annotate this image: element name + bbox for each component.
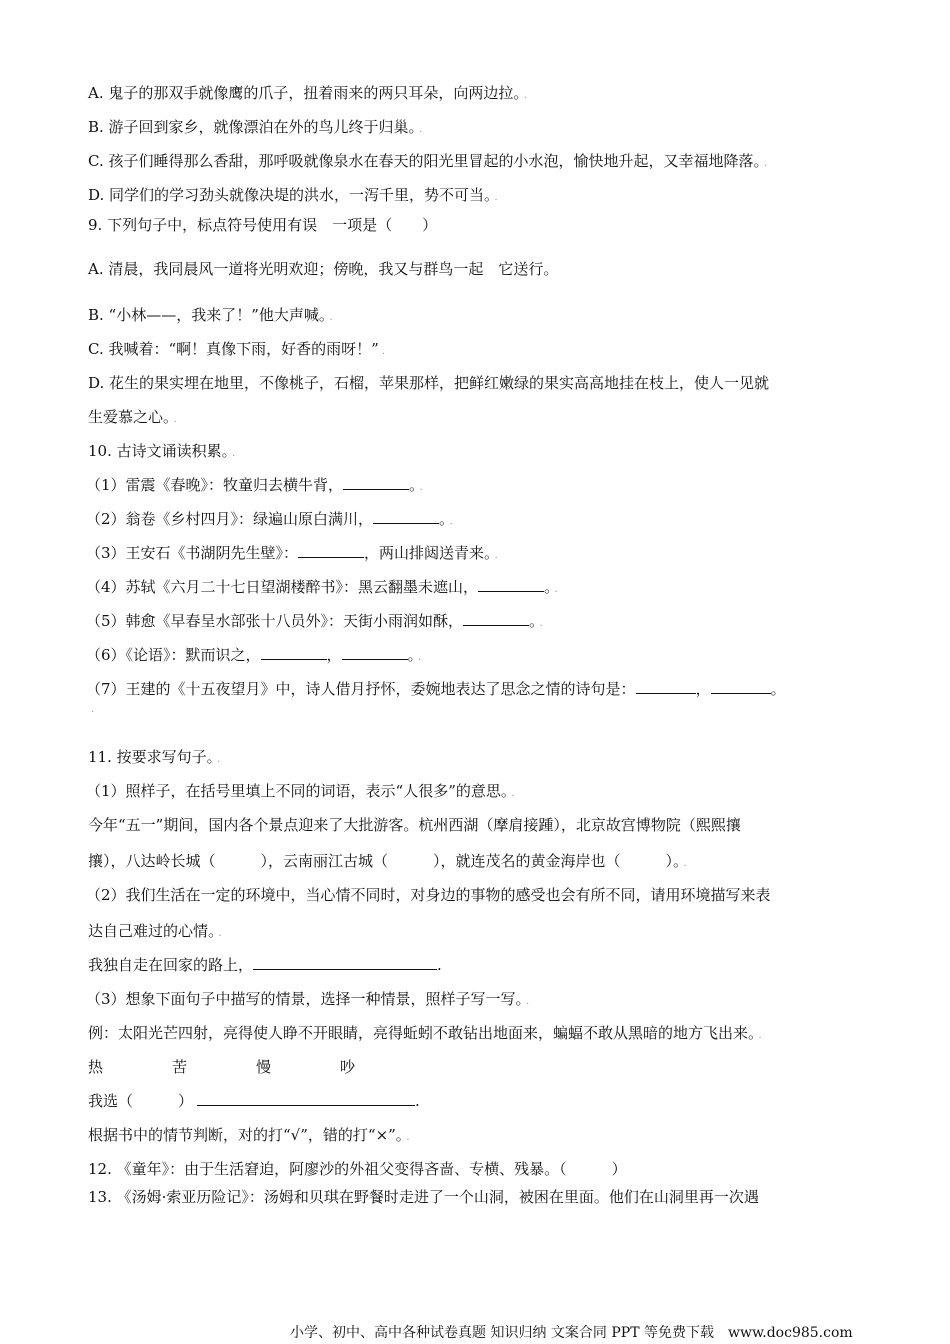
paragraph-mark: ． bbox=[406, 1132, 417, 1143]
q8-option-c: C. 孩子们睡得那么香甜，那呼吸就像泉水在春天的阳光里冒起的小水泡，愉快地升起，又幸福地降落。 ． bbox=[88, 152, 774, 170]
q9-option-a: A. 清晨，我同晨风一道将光明欢迎；傍晚，我又与群鸟一起 它送行。 bbox=[88, 260, 559, 278]
q10-item-2: （2）翁卷《乡村四月》：绿遍山原白满川， 。 ． bbox=[86, 510, 460, 528]
answer-blank[interactable] bbox=[253, 955, 437, 970]
answer-blank[interactable] bbox=[463, 611, 529, 626]
q11-part-3-example: 例：太阳光芒四射，亮得使人睁不开眼睛，亮得蚯蚓不敢钻出地面来，蝙蝠不敢从黑暗的地方飞出来。 ． bbox=[88, 1024, 769, 1042]
paragraph-mark: ． bbox=[419, 482, 430, 493]
answer-blank[interactable] bbox=[343, 475, 409, 490]
paragraph-mark: ． bbox=[511, 788, 522, 799]
answer-blank[interactable] bbox=[636, 679, 696, 694]
q11-part-3: （3）想象下面句子中描写的情景，选择一种情景，照样子写一写。 ． bbox=[86, 990, 537, 1008]
paragraph-mark: ． bbox=[217, 754, 228, 765]
q13: 13. 《汤姆·索亚历险记》：汤姆和贝琪在野餐时走进了一个山洞，被困在里面。他们在山洞里再一次遇 bbox=[88, 1188, 759, 1206]
paragraph-mark: ． bbox=[526, 996, 537, 1007]
q8-option-a: A. 鬼子的那双手就像鹰的爪子，扭着雨来的两只耳朵，向两边拉。 ． bbox=[88, 84, 534, 102]
paragraph-mark: ． bbox=[494, 550, 505, 561]
judge-instruction: 根据书中的情节判断，对的打“√”，错的打“×”。 ． bbox=[88, 1126, 417, 1144]
q11-part-3-word-slow: 慢 bbox=[256, 1058, 272, 1076]
q10-item-1: （1）雷震《春晚》：牧童归去横牛背， 。 ． bbox=[86, 476, 430, 494]
q11-part-2-line1: （2）我们生活在一定的环境中，当心情不同时，对身边的事物的感受也会有所不同，请用环境描写来表 bbox=[86, 886, 771, 904]
q10-item-4: （4）苏轼《六月二十七日望湖楼醉书》：黑云翻墨未遮山， 。 ． bbox=[86, 578, 565, 596]
q8-option-b: B. 游子回到家乡，就像漂泊在外的鸟儿终于归巢。 ． bbox=[88, 118, 430, 136]
answer-blank[interactable] bbox=[711, 679, 771, 694]
q10-stem: 10. 古诗文诵读积累。 ． bbox=[88, 442, 243, 460]
q11-part-2-answer: 我独自走在回家的路上， . bbox=[88, 956, 442, 974]
answer-blank[interactable] bbox=[298, 543, 364, 558]
q9-option-c: C. 我喊着：“啊！真像下雨，好香的雨呀！” ． bbox=[88, 340, 392, 358]
q11-stem: 11. 按要求写句子。 ． bbox=[88, 748, 228, 766]
paragraph-mark: ． bbox=[91, 704, 101, 715]
paragraph-mark: ． bbox=[763, 158, 774, 169]
paragraph-mark: ． bbox=[523, 90, 534, 101]
q8-option-d: D. 同学们的学习劲头就像决堤的洪水，一泻千里，势不可当。 ． bbox=[88, 186, 505, 204]
q10-item-3: （3）王安石《书湖阴先生壁》： ，两山排闼送青来。 ． bbox=[86, 544, 505, 562]
page-footer: 小学、初中、高中各种试卷真题 知识归纳 文案合同 PPT 等免费下载 www.doc985.com bbox=[290, 1325, 853, 1341]
q11-part-3-answer: 我选（ ） . bbox=[88, 1092, 420, 1110]
q11-part-3-word-bitter: 苦 bbox=[172, 1058, 188, 1076]
answer-blank[interactable] bbox=[197, 1091, 415, 1106]
answer-blank[interactable] bbox=[342, 645, 408, 660]
paragraph-mark: ． bbox=[173, 414, 184, 425]
paragraph-mark: ． bbox=[232, 448, 243, 459]
q11-part-3-word-noisy: 吵 bbox=[340, 1058, 356, 1076]
answer-blank[interactable] bbox=[373, 509, 439, 524]
paragraph-mark: ． bbox=[758, 1030, 769, 1041]
paragraph-mark: ． bbox=[539, 618, 550, 629]
q11-part-1-text-line1: 今年“五一”期间，国内各个景点迎来了大批游客。杭州西湖（摩肩接踵），北京故宫博物院（熙熙攘 bbox=[88, 816, 741, 834]
paragraph-mark: ． bbox=[494, 192, 505, 203]
q9-option-b: B. “小林——，我来了！”他大声喊。 ． bbox=[88, 306, 340, 324]
paragraph-mark: ． bbox=[381, 346, 392, 357]
q10-item-6: （6）《论语》：默而识之， ， 。 ． bbox=[86, 646, 429, 664]
q10-item-7: （7）王建的《十五夜望月》中，诗人借月抒怀，委婉地表达了思念之情的诗句是： ， 。 bbox=[86, 680, 786, 698]
paragraph-mark: ． bbox=[218, 928, 229, 939]
q9-option-d-line2: 生爱慕之心。 ． bbox=[88, 408, 184, 426]
paragraph-mark: ． bbox=[418, 652, 429, 663]
q9-stem: 9. 下列句子中，标点符号使用有误 一项是（ ） bbox=[88, 216, 438, 234]
paragraph-mark: ． bbox=[683, 858, 694, 869]
paragraph-mark: ． bbox=[554, 584, 565, 595]
q11-part-1-text-line2: 攘），八达岭长城（ ），云南丽江古城（ ），就连茂名的黄金海岸也（ ）。 ． bbox=[88, 852, 694, 870]
q11-part-2-line2: 达自己难过的心情。 ． bbox=[88, 922, 229, 940]
answer-blank[interactable] bbox=[478, 577, 544, 592]
q9-option-d-line1: D. 花生的果实埋在地里，不像桃子，石榴，苹果那样，把鲜红嫩绿的果实高高地挂在枝上，使人一见就 bbox=[88, 374, 770, 392]
q11-part-3-word-hot: 热 bbox=[88, 1058, 104, 1076]
paragraph-mark: ． bbox=[329, 312, 340, 323]
answer-blank[interactable] bbox=[261, 645, 327, 660]
q11-part-1: （1）照样子，在括号里填上不同的词语，表示“人很多”的意思。 ． bbox=[86, 782, 522, 800]
q10-item-5: （5）韩愈《早春呈水部张十八员外》：天街小雨润如酥， 。 ． bbox=[86, 612, 550, 630]
paragraph-mark: ． bbox=[449, 516, 460, 527]
q12: 12. 《童年》：由于生活窘迫，阿廖沙的外祖父变得吝啬、专横、残暴。（ ） bbox=[88, 1160, 627, 1178]
paragraph-mark: ． bbox=[419, 124, 430, 135]
